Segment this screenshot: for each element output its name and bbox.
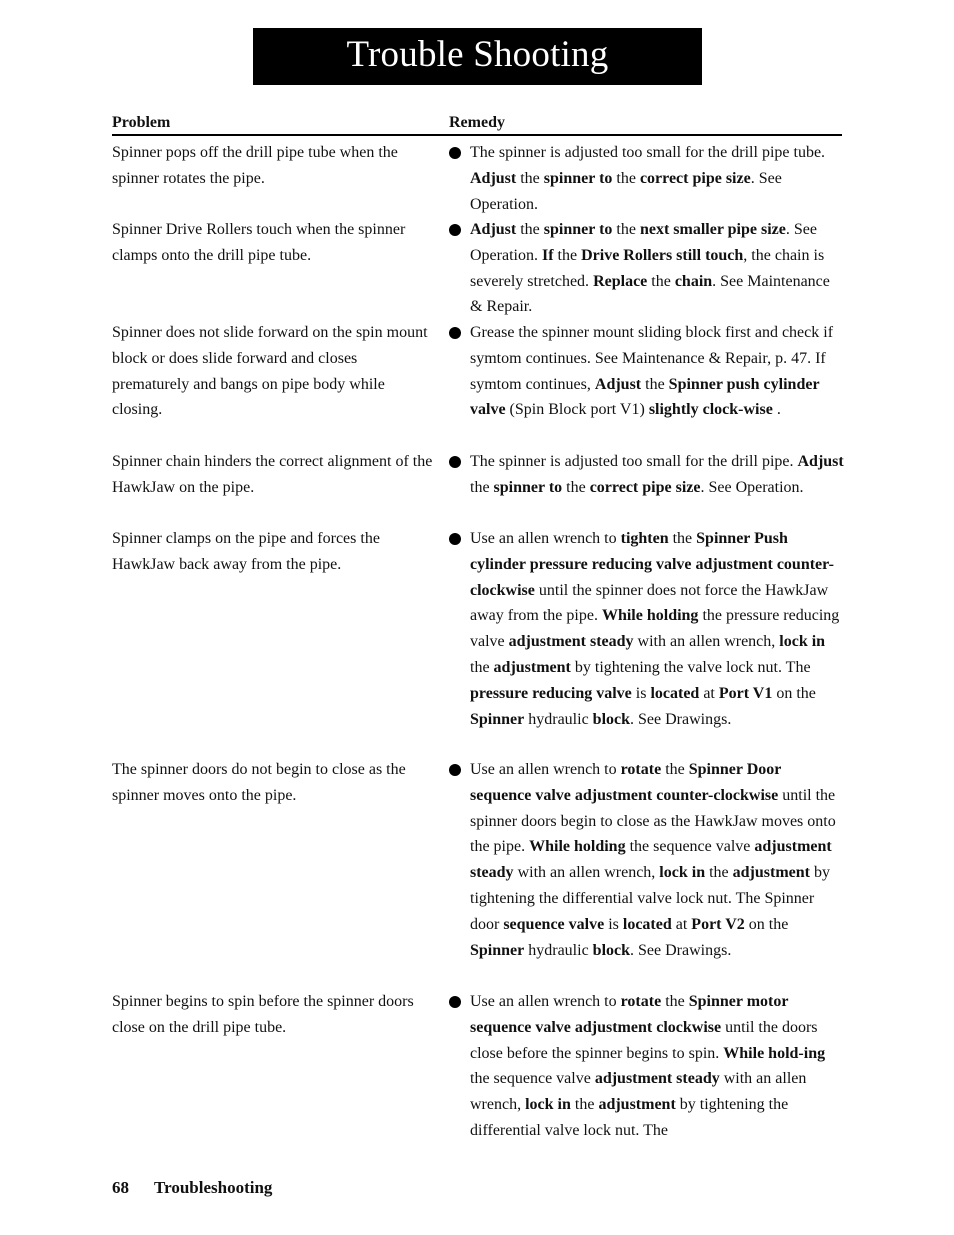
emphasis-text: sequence valve: [503, 915, 605, 933]
emphasis-text: correct pipe size: [639, 169, 751, 187]
emphasis-text: rotate: [620, 761, 662, 778]
problem-text: Spinner chain hinders the correct alignment of the HawkJaw on the pipe.: [112, 453, 433, 496]
emphasis-text: Replace: [593, 272, 648, 290]
emphasis-text: located: [650, 684, 700, 702]
emphasis-text: chain: [674, 272, 713, 290]
emphasis-text: tighten: [620, 530, 669, 547]
emphasis-text: adjustment: [493, 658, 571, 676]
page-number: 68: [112, 1178, 129, 1197]
remedy-text: Use an allen wrench to rotate the Spinner Door sequence valve adjustment counter-clockwise until the spinner doors begin to close as the HawkJaw moves onto the pipe. While holding the sequence valve adjustment steady with an allen wrench, lock in the adjustment by tightening the differential valve lock nut. The Spinner door sequence valve is located at Port V2 on the Spinner hydraulic block. See Drawings.: [470, 761, 836, 959]
emphasis-text: located: [622, 915, 672, 933]
emphasis-text: adjustment steady: [470, 838, 832, 882]
emphasis-text: Drive Rollers still touch: [581, 246, 744, 264]
column-header-remedy: Remedy: [449, 114, 505, 131]
footer-section-title: Troubleshooting: [154, 1178, 273, 1197]
emphasis-text: lock in: [525, 1096, 571, 1114]
emphasis-text: Port V1: [718, 684, 773, 702]
emphasis-text: slightly clock-wise: [648, 401, 773, 419]
emphasis-text: Spinner motor sequence valve adjustment clockwise: [470, 993, 789, 1036]
emphasis-text: lock in: [779, 633, 826, 651]
emphasis-text: spinner to: [543, 169, 613, 187]
emphasis-text: adjustment: [732, 864, 810, 882]
emphasis-text: adjustment: [598, 1096, 676, 1114]
emphasis-text: While hold-ing: [723, 1044, 826, 1062]
emphasis-text: lock in: [659, 864, 706, 882]
header-rule: [112, 134, 842, 136]
page-title-banner: [253, 28, 702, 85]
emphasis-text: spinner to: [493, 478, 563, 496]
emphasis-text: spinner to: [543, 221, 613, 238]
remedy-text: Adjust the spinner to the next smaller pipe size. See Operation. If the Drive Rollers still touch, the chain is severely stretched. Replace the chain. See Maintenance & Repair.: [470, 221, 830, 316]
emphasis-text: correct pipe size: [589, 478, 701, 496]
emphasis-text: Spinner Door sequence valve adjustment counter-clockwise: [470, 761, 782, 804]
emphasis-text: block: [592, 710, 631, 728]
emphasis-text: Spinner push cylinder valve: [470, 375, 820, 419]
emphasis-text: Adjust: [470, 221, 517, 238]
emphasis-text: While holding: [529, 838, 626, 856]
remedy-text: The spinner is adjusted too small for the drill pipe. Adjust the spinner to the correct pipe size. See Operation.: [470, 453, 844, 496]
problem-text: The spinner doors do not begin to close as the spinner moves onto the pipe.: [112, 761, 406, 804]
bullet-icon: [449, 147, 461, 159]
problem-text: Spinner does not slide forward on the spin mount block or does slide forward and closes prematurely and bangs on pipe body while closing.: [112, 324, 428, 419]
problem-text: Spinner Drive Rollers touch when the spinner clamps onto the drill pipe tube.: [112, 221, 406, 264]
emphasis-text: Spinner Push cylinder pressure reducing valve adjustment counter-clockwise: [470, 530, 834, 599]
remedy-text: The spinner is adjusted too small for the drill pipe tube. Adjust the spinner to the correct pipe size. See Operation.: [470, 144, 826, 213]
remedy-text: Use an allen wrench to rotate the Spinner motor sequence valve adjustment clockwise until the doors close before the spinner begins to spin. While hold-ing the sequence valve adjustment steady with an allen wrench, lock in the adjustment by tightening the differential valve lock nut. The: [470, 993, 826, 1139]
bullet-icon: [449, 764, 461, 776]
emphasis-text: Adjust: [797, 453, 844, 470]
problem-text: Spinner clamps on the pipe and forces the HawkJaw back away from the pipe.: [112, 530, 380, 573]
bullet-icon: [449, 456, 461, 468]
emphasis-text: rotate: [620, 993, 662, 1010]
emphasis-text: next smaller pipe size: [639, 221, 786, 238]
emphasis-text: Port V2: [691, 915, 745, 933]
remedy-text: Grease the spinner mount sliding block first and check if symtom continues. See Maintenance & Repair, p. 47. If symtom continues, Adjust the Spinner push cylinder valve (Spin Block port V1) slightly clock-wise .: [470, 324, 834, 419]
problem-text: Spinner pops off the drill pipe tube when the spinner rotates the pipe.: [112, 144, 398, 187]
column-header-problem: Problem: [112, 114, 171, 131]
page-footer: [112, 1178, 272, 1198]
problem-text: Spinner begins to spin before the spinner doors close on the drill pipe tube.: [112, 993, 414, 1036]
emphasis-text: Adjust: [594, 375, 642, 393]
bullet-icon: [449, 533, 461, 545]
remedy-text: Use an allen wrench to tighten the Spinner Push cylinder pressure reducing valve adjustment counter-clockwise until the spinner does not force the HawkJaw away from the pipe. While holding the pressure reducing valve adjustment steady with an allen wrench, lock in the adjustment by tightening the valve lock nut. The pressure reducing valve is located at Port V1 on the Spinner hydraulic block. See Drawings.: [470, 530, 840, 728]
emphasis-text: Adjust: [470, 169, 517, 187]
page-title: Trouble Shooting: [346, 34, 609, 75]
emphasis-text: If: [541, 246, 554, 264]
emphasis-text: block: [592, 941, 631, 959]
emphasis-text: adjustment steady: [508, 633, 634, 651]
emphasis-text: Spinner: [470, 710, 525, 728]
emphasis-text: Spinner: [470, 941, 525, 959]
bullet-icon: [449, 327, 461, 339]
emphasis-text: pressure reducing valve: [470, 684, 632, 702]
emphasis-text: While holding: [601, 607, 699, 625]
bullet-icon: [449, 224, 461, 236]
emphasis-text: adjustment steady: [594, 1070, 720, 1088]
bullet-icon: [449, 996, 461, 1008]
